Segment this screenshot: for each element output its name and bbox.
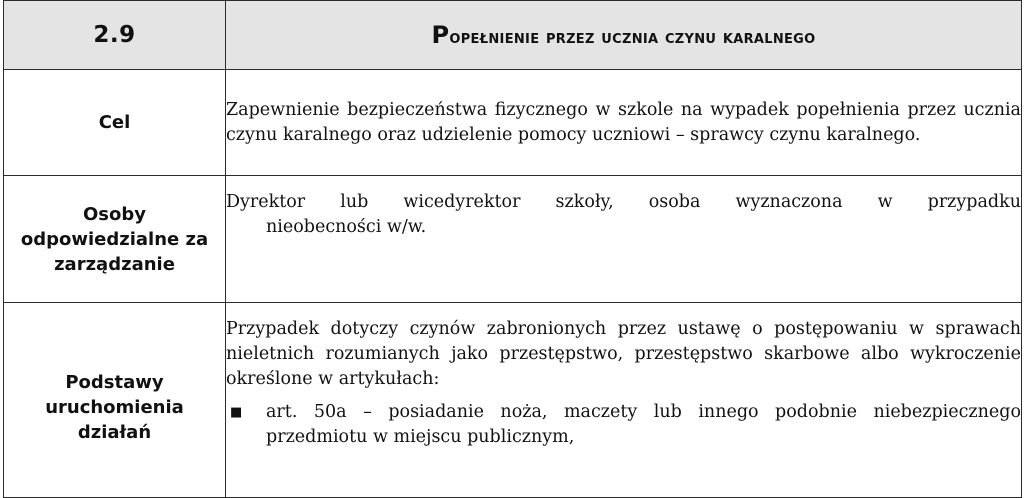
label-podstawy-line3: działań [77, 421, 152, 443]
text-osoby [226, 176, 1022, 303]
label-cel: Cel [4, 70, 226, 176]
label-osoby-line1: Osoby [83, 203, 146, 225]
list-item-text: art. 50a – posiadanie noża, maczety lub innego podobnie niebezpiecznego przedmiotu w miejscu publicznym, [266, 402, 1021, 447]
square-bullet-icon: ■ [230, 405, 243, 420]
text-osoby-line1: Dyrektor lub wicedyrektor szkoły, osoba wyznaczona w przypadku [226, 192, 1021, 212]
text-podstawy [226, 303, 1022, 498]
text-podstawy-intro: Przypadek dotyczy czynów zabronionych przez ustawę o postępowaniu w sprawach nieletnich rozumianych jako przestępstwo, przestępstwo skarbowe albo wykroczenie określone w artykułach: [226, 319, 1021, 389]
label-osoby [4, 176, 226, 303]
title-rest: opełnienie przez ucznia czynu karalnego [449, 27, 816, 48]
row-podstawy [4, 303, 1022, 498]
label-podstawy-line1: Podstawy [65, 371, 164, 393]
label-osoby-line3: zarządzanie [54, 253, 175, 275]
section-number: 2.9 [4, 1, 226, 70]
label-podstawy [4, 303, 226, 498]
section-title [226, 1, 1022, 70]
header-row [4, 1, 1022, 70]
procedure-table [3, 0, 1022, 498]
list-item [226, 400, 1021, 450]
label-osoby-line2: odpowiedzialne za [20, 228, 209, 250]
text-osoby-line2: nieobecności w/w. [266, 217, 427, 237]
title-first-letter: P [431, 21, 450, 49]
row-cel [4, 70, 1022, 176]
text-cel: Zapewnienie bezpieczeństwa fizycznego w szkole na wypadek popełnienia przez ucznia czynu karalnego oraz udzielenie pomocy uczniowi – sprawcy czynu karalnego. [226, 70, 1022, 176]
row-osoby [4, 176, 1022, 303]
label-podstawy-line2: uruchomienia [45, 396, 184, 418]
